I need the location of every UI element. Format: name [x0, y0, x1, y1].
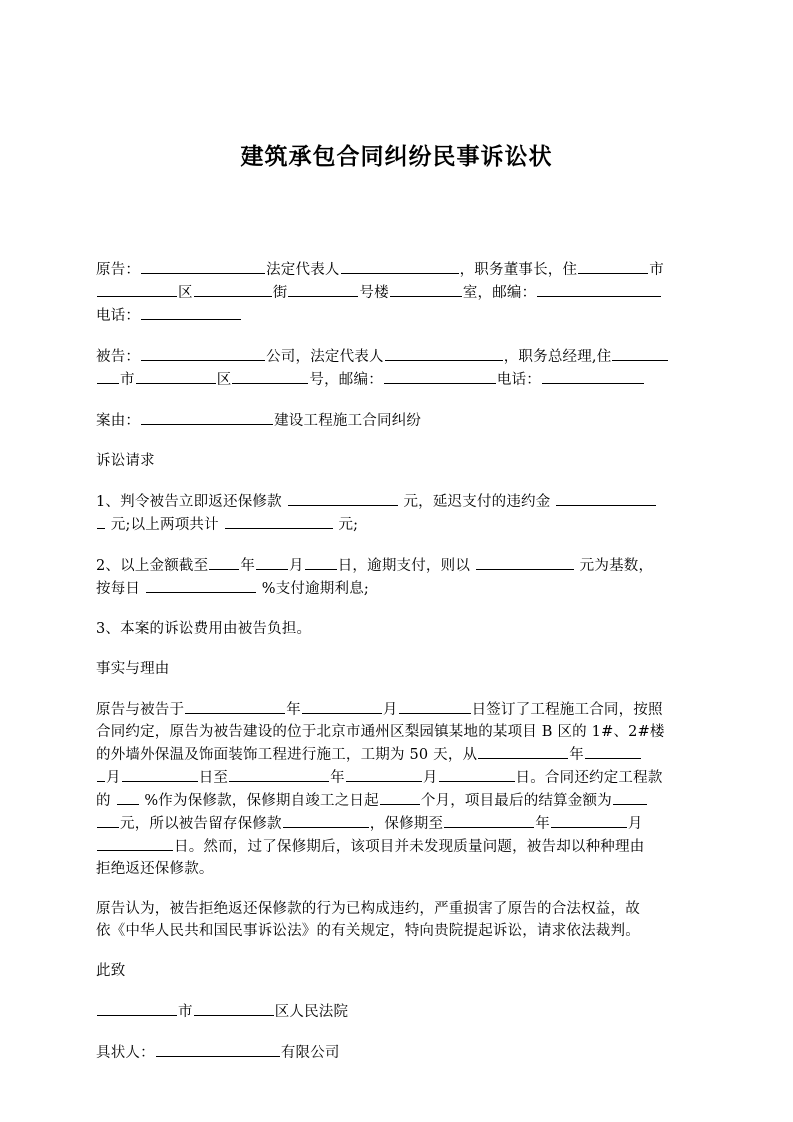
blank-plaintiff-phone[interactable] — [141, 304, 241, 320]
blank-court-district[interactable] — [194, 1000, 274, 1016]
text: 月 — [422, 770, 438, 786]
blank-start-month[interactable] — [585, 743, 641, 759]
text: ，职务总经理,住 — [503, 349, 612, 365]
blank-warranty-month[interactable] — [551, 812, 627, 828]
blank-warranty-year[interactable] — [444, 812, 534, 828]
blank-plaintiff-rep[interactable] — [341, 258, 459, 274]
text: 元;以上两项共计 — [110, 517, 219, 533]
facts-paragraph — [96, 698, 700, 880]
text: 日。合同还约定工程款 — [515, 770, 663, 786]
blank-claim-year[interactable] — [209, 554, 239, 570]
signer-line — [96, 1041, 700, 1064]
text: 室，邮编： — [462, 285, 537, 301]
blank-plaintiff-city[interactable] — [578, 258, 648, 274]
text: %支付逾期利息; — [261, 581, 369, 597]
blank-claim-rate[interactable] — [146, 577, 256, 593]
text: 号，邮编： — [309, 372, 383, 388]
text: 2、以上金额截至 — [96, 558, 209, 574]
text: 日至 — [198, 770, 229, 786]
text: 街 — [272, 285, 288, 301]
blank-plaintiff-name[interactable] — [141, 258, 265, 274]
blank-court-city[interactable] — [97, 1000, 177, 1016]
blank-cause[interactable] — [141, 409, 273, 425]
claim-1 — [96, 490, 700, 536]
text: 的外墙外保温及饰面装饰工程进行施工，工期为 50 天，从 — [96, 747, 478, 763]
blank-signer-name[interactable] — [156, 1041, 280, 1057]
text: 合同约定，原告为被告建设的位于北京市通州区梨园镇某地的某项目 B 区的 1#、2#楼 — [96, 724, 665, 740]
cause-text: 建设工程施工合同纠纷 — [274, 413, 422, 429]
facts-heading: 事实与理由 — [96, 661, 170, 677]
text: ，保修期至 — [369, 816, 444, 832]
text: 年 — [569, 747, 584, 763]
blank-start-day[interactable] — [122, 766, 198, 782]
closing-greeting: 此致 — [96, 963, 126, 979]
blank-sign-day[interactable] — [399, 698, 471, 714]
blank-claim-month[interactable] — [256, 554, 288, 570]
blank-claim-penalty-cont[interactable] — [97, 513, 105, 529]
defendant-label: 被告： — [96, 349, 141, 365]
text: 原告与被告于 — [96, 702, 185, 718]
text: 年 — [330, 770, 345, 786]
blank-claim-penalty[interactable] — [556, 490, 656, 506]
text: 1、判令被告立即返还保修款 — [96, 494, 282, 510]
blank-defendant-district[interactable] — [232, 368, 308, 384]
text: 元，所以被告留存保修款 — [120, 816, 282, 832]
blank-plaintiff-district[interactable] — [97, 281, 177, 297]
text: 的 — [96, 793, 111, 809]
text: 年 — [286, 702, 301, 718]
blank-start-month-cont[interactable] — [97, 766, 105, 782]
text: 元; — [338, 517, 359, 533]
claim-3: 3、本案的诉讼费用由被告负担。 — [96, 621, 312, 637]
text: 区 — [216, 372, 232, 388]
blank-warranty-day[interactable] — [97, 835, 173, 851]
blank-plaintiff-building[interactable] — [288, 281, 358, 297]
text: 元，延迟支付的违约金 — [403, 494, 551, 510]
blank-end-year[interactable] — [229, 766, 329, 782]
text: 电话： — [496, 372, 542, 388]
text: 原告认为，被告拒绝返还保修款的行为已构成违约，严重损害了原告的合法权益，故 — [96, 901, 640, 917]
grounds-paragraph — [96, 898, 700, 942]
document-body — [96, 258, 700, 1075]
blank-defendant-address-cont[interactable] — [97, 368, 119, 384]
document-title: 建筑承包合同纠纷民事诉讼状 — [240, 144, 553, 170]
blank-end-month[interactable] — [346, 766, 422, 782]
blank-defendant-address[interactable] — [612, 345, 668, 361]
blank-claim-amount[interactable] — [288, 490, 398, 506]
text: 日，逾期支付，则以 — [337, 558, 471, 574]
text: 月 — [289, 558, 304, 574]
text: 个月，项目最后的结算金额为 — [420, 793, 612, 809]
court-line — [96, 1000, 700, 1023]
cause-label: 案由： — [96, 413, 141, 429]
text: 月 — [382, 702, 398, 718]
blank-sign-month[interactable] — [302, 698, 382, 714]
text: 市 — [649, 262, 664, 278]
blank-plaintiff-room[interactable] — [390, 281, 462, 297]
blank-warranty-months[interactable] — [380, 789, 420, 805]
text: 法定代表人 — [266, 262, 340, 278]
text: 月 — [627, 816, 643, 832]
text: 日签订了工程施工合同，按照 — [471, 702, 663, 718]
blank-claim-total[interactable] — [225, 513, 333, 529]
text: 按每日 — [96, 581, 141, 597]
text: 元为基数， — [579, 558, 654, 574]
blank-claim-base[interactable] — [476, 554, 574, 570]
blank-defendant-rep[interactable] — [385, 345, 503, 361]
text: 市 — [120, 372, 135, 388]
blank-final-amount[interactable] — [613, 789, 647, 805]
text: 拒绝返还保修款。 — [96, 861, 214, 877]
signer-suffix: 有限公司 — [280, 1045, 340, 1061]
text: 月 — [106, 770, 121, 786]
blank-plaintiff-street[interactable] — [194, 281, 272, 297]
blank-claim-day[interactable] — [305, 554, 337, 570]
blank-retained-amount[interactable] — [283, 812, 369, 828]
blank-sign-year[interactable] — [185, 698, 285, 714]
signer-label: 具状人： — [96, 1045, 155, 1061]
defendant-paragraph — [96, 345, 700, 391]
blank-defendant-name[interactable] — [141, 345, 265, 361]
blank-plaintiff-postcode[interactable] — [537, 281, 661, 297]
text: 日。然而，过了保修期后，该项目并未发现质量问题，被告却以种种理由 — [174, 839, 645, 855]
plaintiff-label: 原告： — [96, 262, 141, 278]
text: 市 — [178, 1004, 193, 1020]
blank-defendant-city[interactable] — [136, 368, 216, 384]
blank-retention-percent[interactable] — [117, 789, 139, 805]
text: 号楼 — [359, 285, 389, 301]
plaintiff-paragraph — [96, 258, 700, 327]
text: %作为保修款，保修期自竣工之日起 — [144, 793, 379, 809]
blank-start-year[interactable] — [478, 743, 568, 759]
text: 区人民法院 — [274, 1004, 349, 1020]
text: 电话： — [96, 308, 141, 324]
claim-2 — [96, 554, 700, 600]
text: 依《中华人民共和国民事诉讼法》的有关规定，特向贵院提起诉讼，请求依法裁判。 — [96, 923, 640, 939]
blank-defendant-postcode[interactable] — [384, 368, 496, 384]
text: ，职务董事长，住 — [459, 262, 578, 278]
text: 区 — [178, 285, 193, 301]
text: 公司，法定代表人 — [266, 349, 384, 365]
cause-paragraph — [96, 409, 700, 432]
claims-heading: 诉讼请求 — [96, 453, 155, 469]
blank-defendant-phone[interactable] — [542, 368, 644, 384]
blank-end-day[interactable] — [439, 766, 515, 782]
blank-final-amount-cont[interactable] — [97, 812, 119, 828]
text: 年 — [535, 816, 550, 832]
text: 年 — [240, 558, 256, 574]
